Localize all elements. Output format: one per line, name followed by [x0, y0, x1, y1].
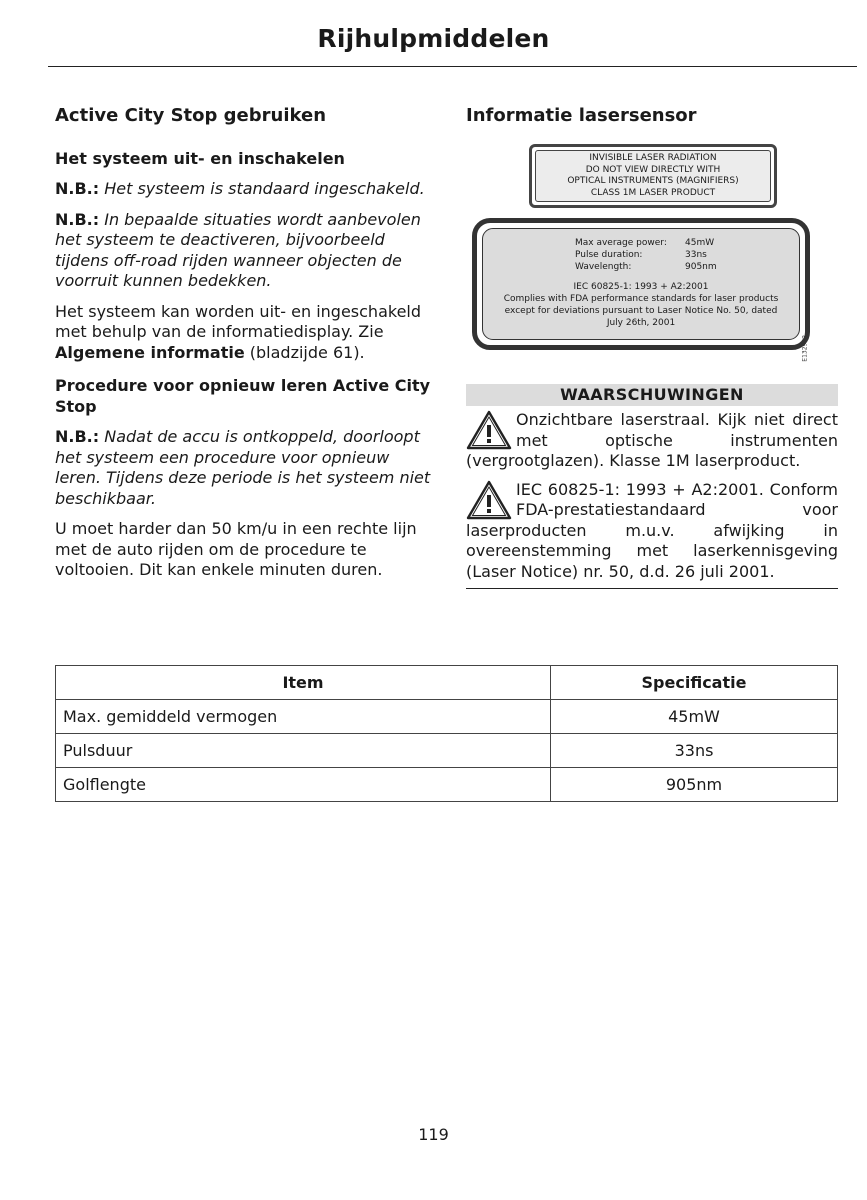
- table-row: [56, 700, 838, 734]
- label-spec-key: Max average power:: [575, 238, 667, 248]
- right-column: [466, 104, 838, 589]
- warnings-title: WAARSCHUWINGEN: [466, 384, 838, 406]
- paragraph-text: (bladzijde 61).: [244, 342, 365, 362]
- note-label: N.B.:: [55, 427, 100, 446]
- label-line: CLASS 1M LASER PRODUCT: [590, 187, 716, 198]
- note-text: Nadat de accu is ontkoppeld, doorloopt het systeem een procedure voor opnieuw leren. Tijdens deze periode is het systeem niet beschikbaar.: [55, 427, 431, 508]
- label-line: IEC 60825-1: 1993 + A2:2001: [573, 282, 709, 292]
- page-title: Rijhulpmiddelen: [317, 24, 550, 53]
- paragraph-relearn-drive: U moet harder dan 50 km/u in een rechte lijn met de auto rijden om de procedure te voltooien. Dit kan enkele minuten duren.: [55, 519, 417, 579]
- warning-triangle-icon: [466, 410, 512, 450]
- label-spec-key: Wavelength:: [575, 262, 632, 272]
- paragraph-text: Het systeem kan worden uit- en ingeschakeld met behulp van de informatiedisplay. Zie: [55, 301, 422, 341]
- note-text: In bepaalde situaties wordt aanbevolen het systeem te deactiveren, bijvoorbeeld tijdens off-road rijden wanneer objecten de voorruit kunnen bedekken.: [55, 209, 421, 290]
- label-spec-value: 33ns: [685, 250, 707, 260]
- laser-warning-label-image: [529, 144, 777, 208]
- laser-spec-label-content: [482, 228, 800, 340]
- note-text: Het systeem is standaard ingeschakeld.: [104, 179, 425, 198]
- cross-reference-link[interactable]: Algemene informatie: [55, 342, 245, 362]
- note-battery-disconnect: [55, 427, 435, 509]
- warning-text: IEC 60825-1: 1993 + A2:2001. Conform FDA-prestatiestandaard voor laserproducten m.u.v. afwijking in overeenstemming met laserkennisgeving (Laser Notice) nr. 50, d.d. 26 juli 2001.: [466, 479, 838, 581]
- section-heading-active-city-stop: Active City Stop gebruiken: [55, 105, 327, 126]
- label-line: OPTICAL INSTRUMENTS (MAGNIFIERS): [567, 176, 739, 186]
- table-header-row: [56, 666, 838, 700]
- subheading-relearn-procedure: Procedure voor opnieuw leren Active City Stop: [55, 376, 431, 416]
- warning-item: [466, 480, 838, 583]
- warnings-box: [466, 384, 838, 589]
- label-spec-grid: [575, 237, 785, 273]
- note-deactivate-advice: [55, 210, 435, 292]
- table-cell: 45mW: [551, 700, 838, 734]
- warning-triangle-icon: [466, 480, 512, 520]
- label-line: DO NOT VIEW DIRECTLY WITH: [585, 164, 721, 175]
- subheading-toggle-system: Het systeem uit- en inschakelen: [55, 149, 345, 168]
- note-label: N.B.:: [55, 179, 100, 198]
- table-cell: 905nm: [551, 768, 838, 802]
- label-line: July 26th, 2001: [606, 318, 676, 328]
- table-cell: Pulsduur: [56, 734, 551, 768]
- laser-warning-label-text: [535, 150, 771, 202]
- column-header: Item: [56, 666, 551, 700]
- laser-spec-table: [55, 665, 838, 802]
- table-cell: Golflengte: [56, 768, 551, 802]
- label-spec-value: 45mW: [685, 238, 715, 248]
- laser-spec-label-image: [472, 218, 810, 362]
- left-column: [55, 104, 435, 591]
- label-spec-key: Pulse duration:: [575, 250, 643, 260]
- image-id: E132932: [802, 335, 809, 362]
- column-header: Specificatie: [551, 666, 838, 700]
- label-line: Complies with FDA performance standards for laser products: [503, 294, 779, 304]
- paragraph-info-display: [55, 302, 435, 364]
- table-cell: 33ns: [551, 734, 838, 768]
- table-cell: Max. gemiddeld vermogen: [56, 700, 551, 734]
- note-label: N.B.:: [55, 209, 100, 229]
- label-line: except for deviations pursuant to Laser Notice No. 50, dated: [504, 306, 778, 316]
- label-line: INVISIBLE LASER RADIATION: [589, 153, 717, 163]
- warning-text: Onzichtbare laserstraal. Kijk niet direct met optische instrumenten (vergrootglazen). Klasse 1M laserproduct.: [466, 410, 838, 470]
- warning-item: [466, 410, 838, 472]
- note-default-on: [55, 179, 435, 200]
- section-heading-laser-info: Informatie lasersensor: [466, 105, 697, 126]
- table-row: [56, 734, 838, 768]
- page-number: 119: [418, 1125, 449, 1144]
- warnings-bottom-divider: [466, 588, 838, 589]
- header-divider: [48, 66, 857, 67]
- label-spec-value: 905nm: [685, 262, 717, 272]
- table-row: [56, 768, 838, 802]
